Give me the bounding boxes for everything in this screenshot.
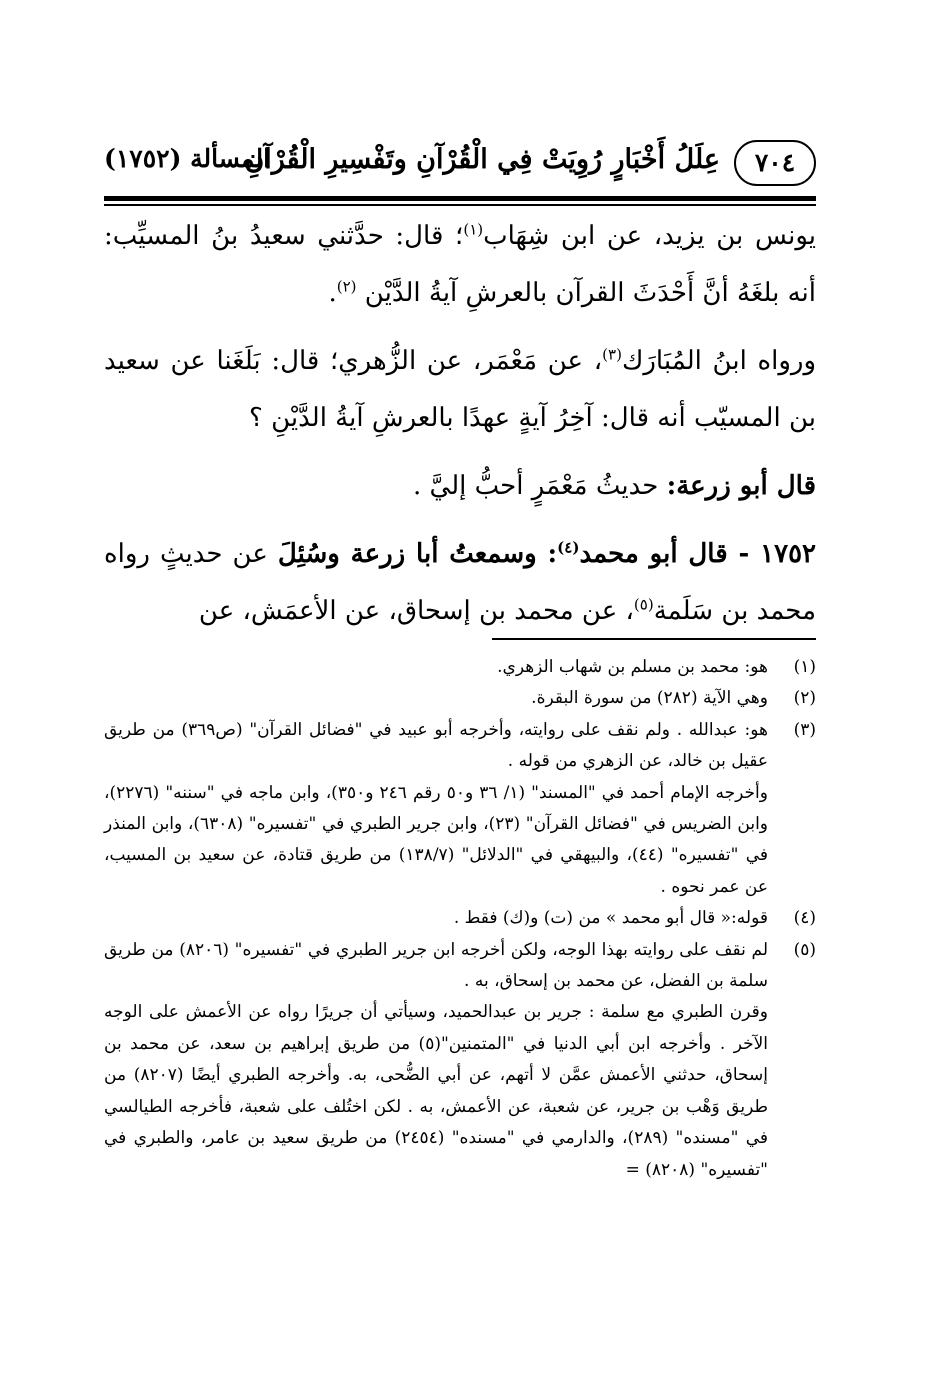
footnote-1 [104,652,816,683]
footnote-separator [492,638,816,640]
footnote-text-continued: وقرن الطبري مع سلمة : جرير بن عبدالحميد، وسيأتي أن جريرًا رواه عن الأعمش على الوجه الآخر . وأخرجه ابن أبي الدنيا في "المتمنين"(٥) من طريق إبراهيم بن سعد، عن محمد بن إسحاق، حدثني الأعمش عمَّن لا أتهم، عن أبي الضُّحى، به. وأخرجه الطبري أيضًا (٨٢٠٧) من طريق وَهْب بن جرير، عن شعبة، عن الأعمش، به . لكن اختُلف على شعبة، فأخرجه الطيالسي في "مسنده" (٢٨٩)، والدارمي في "مسنده" (٢٤٥٤) من طريق سعيد بن عامر، والطبري في "تفسيره" (٨٢٠٨) = [104,1002,769,1180]
speaker-label: قال أبو زرعة: [666,471,816,501]
footnote-number: (١) [793,657,816,677]
text-run: . [328,278,337,308]
text-run: يونس بن يزيد، عن ابن شِهَاب [483,221,816,251]
issue-heading: ١٧٥٢ - قال أبو محمد [579,539,816,569]
text-run: ؛ قال: حدَّثني سعيدُ بنُ المسيِّب: أنه بلغَهُ أنَّ أَحْدَثَ القرآن بالعرشِ آيةُ الدَّيْن [104,221,816,308]
text-run: ، عن محمد بن إسحاق، عن الأعمَش، عن [198,596,634,626]
footnote-text: هو: عبدالله . ولم نقف على روايته، وأخرجه أبو عبيد في "فضائل القرآن" (ص٣٦٩) من طريق عقيل بن خالد، عن الزهري من قوله . [104,719,768,772]
text-run: حديثُ مَعْمَرٍ أحبُّ إليَّ . [413,471,667,501]
footnote-number: (٤) [793,908,816,929]
issue-heading-continued: : وسمعتُ أبا زرعة وسُئِلَ [277,539,558,569]
footnote-5 [104,935,816,1186]
footnote-ref: (٤) [557,538,580,557]
footnote-2 [104,683,816,714]
text-run: ، عن مَعْمَر، عن الزُّهري؛ قال: بَلَغَنا عن سعيد بن المسيّب أنه قال: آخِرُ آيةٍ عهدًا بالعرشِ آيةُ الدَّيْنِ ؟ [104,346,816,433]
footnote-ref: (٥) [633,595,654,614]
footnote-text: هو: محمد بن مسلم بن شهاب الزهري. [497,657,768,677]
footnote-ref: (٢) [336,277,357,296]
footnotes [104,652,816,1186]
footnote-text: وهي الآية (٢٨٢) من سورة البقرة. [531,688,768,709]
text-run: ورواه ابنُ المُبَارَك [621,346,816,376]
footnote-text: لم نقف على روايته بهذا الوجه، ولكن أخرجه ابن جرير الطبري في "تفسيره" (٨٢٠٦) من طريق سلمة بن الفضل، عن محمد بن إسحاق، به . [104,939,769,992]
footnote-ref: (١) [463,220,484,239]
footnote-number: (٢) [793,688,816,709]
paragraph-2 [104,333,816,447]
footnote-text-continued: وأخرجه الإمام أحمد في "المسند" (١/ ٣٦ و٥٠ رقم ٢٤٦ و٣٥٠)، وابن ماجه في "سننه" (٢٢٧٦)، وابن الضريس في "فضائل القرآن" (٢٣)، وابن جرير الطبري في "تفسيره" (٦٣٠٨)، وابن المنذر في "تفسيره" (٤٤)، والبيهقي في "الدلائل" (١٣٨/٧) من طريق قتادة، عن سعيد بن المسيب، عن عمر نحوه . [104,782,769,897]
paragraph-1 [104,208,816,322]
header-rule-thin [104,204,816,206]
footnote-number: (٣) [793,719,816,740]
footnote-text: قوله:« قال أبو محمد » من (ت) و(ك) فقط . [453,908,768,929]
footnote-3 [104,715,816,903]
page-number: ٧٠٤ [734,140,816,186]
paragraph-4 [104,526,816,640]
footnote-number: (٥) [793,939,816,960]
book-title: عِلَلُ أَخْبَارٍ رُوِيَتْ فِي الْقُرْآنِ وتَفْسِيرِ الْقُرْآنِ [244,144,720,175]
issue-label: المسألة (١٧٥٢) [104,144,271,173]
footnote-4 [104,903,816,934]
text-run: عن حديثٍ رواه محمد بن سَلَمة [104,539,816,626]
paragraph-3 [104,458,816,515]
main-text [104,208,816,640]
header-rule-thick [104,196,816,201]
footnote-ref: (٣) [602,345,622,364]
page-header [104,136,816,200]
